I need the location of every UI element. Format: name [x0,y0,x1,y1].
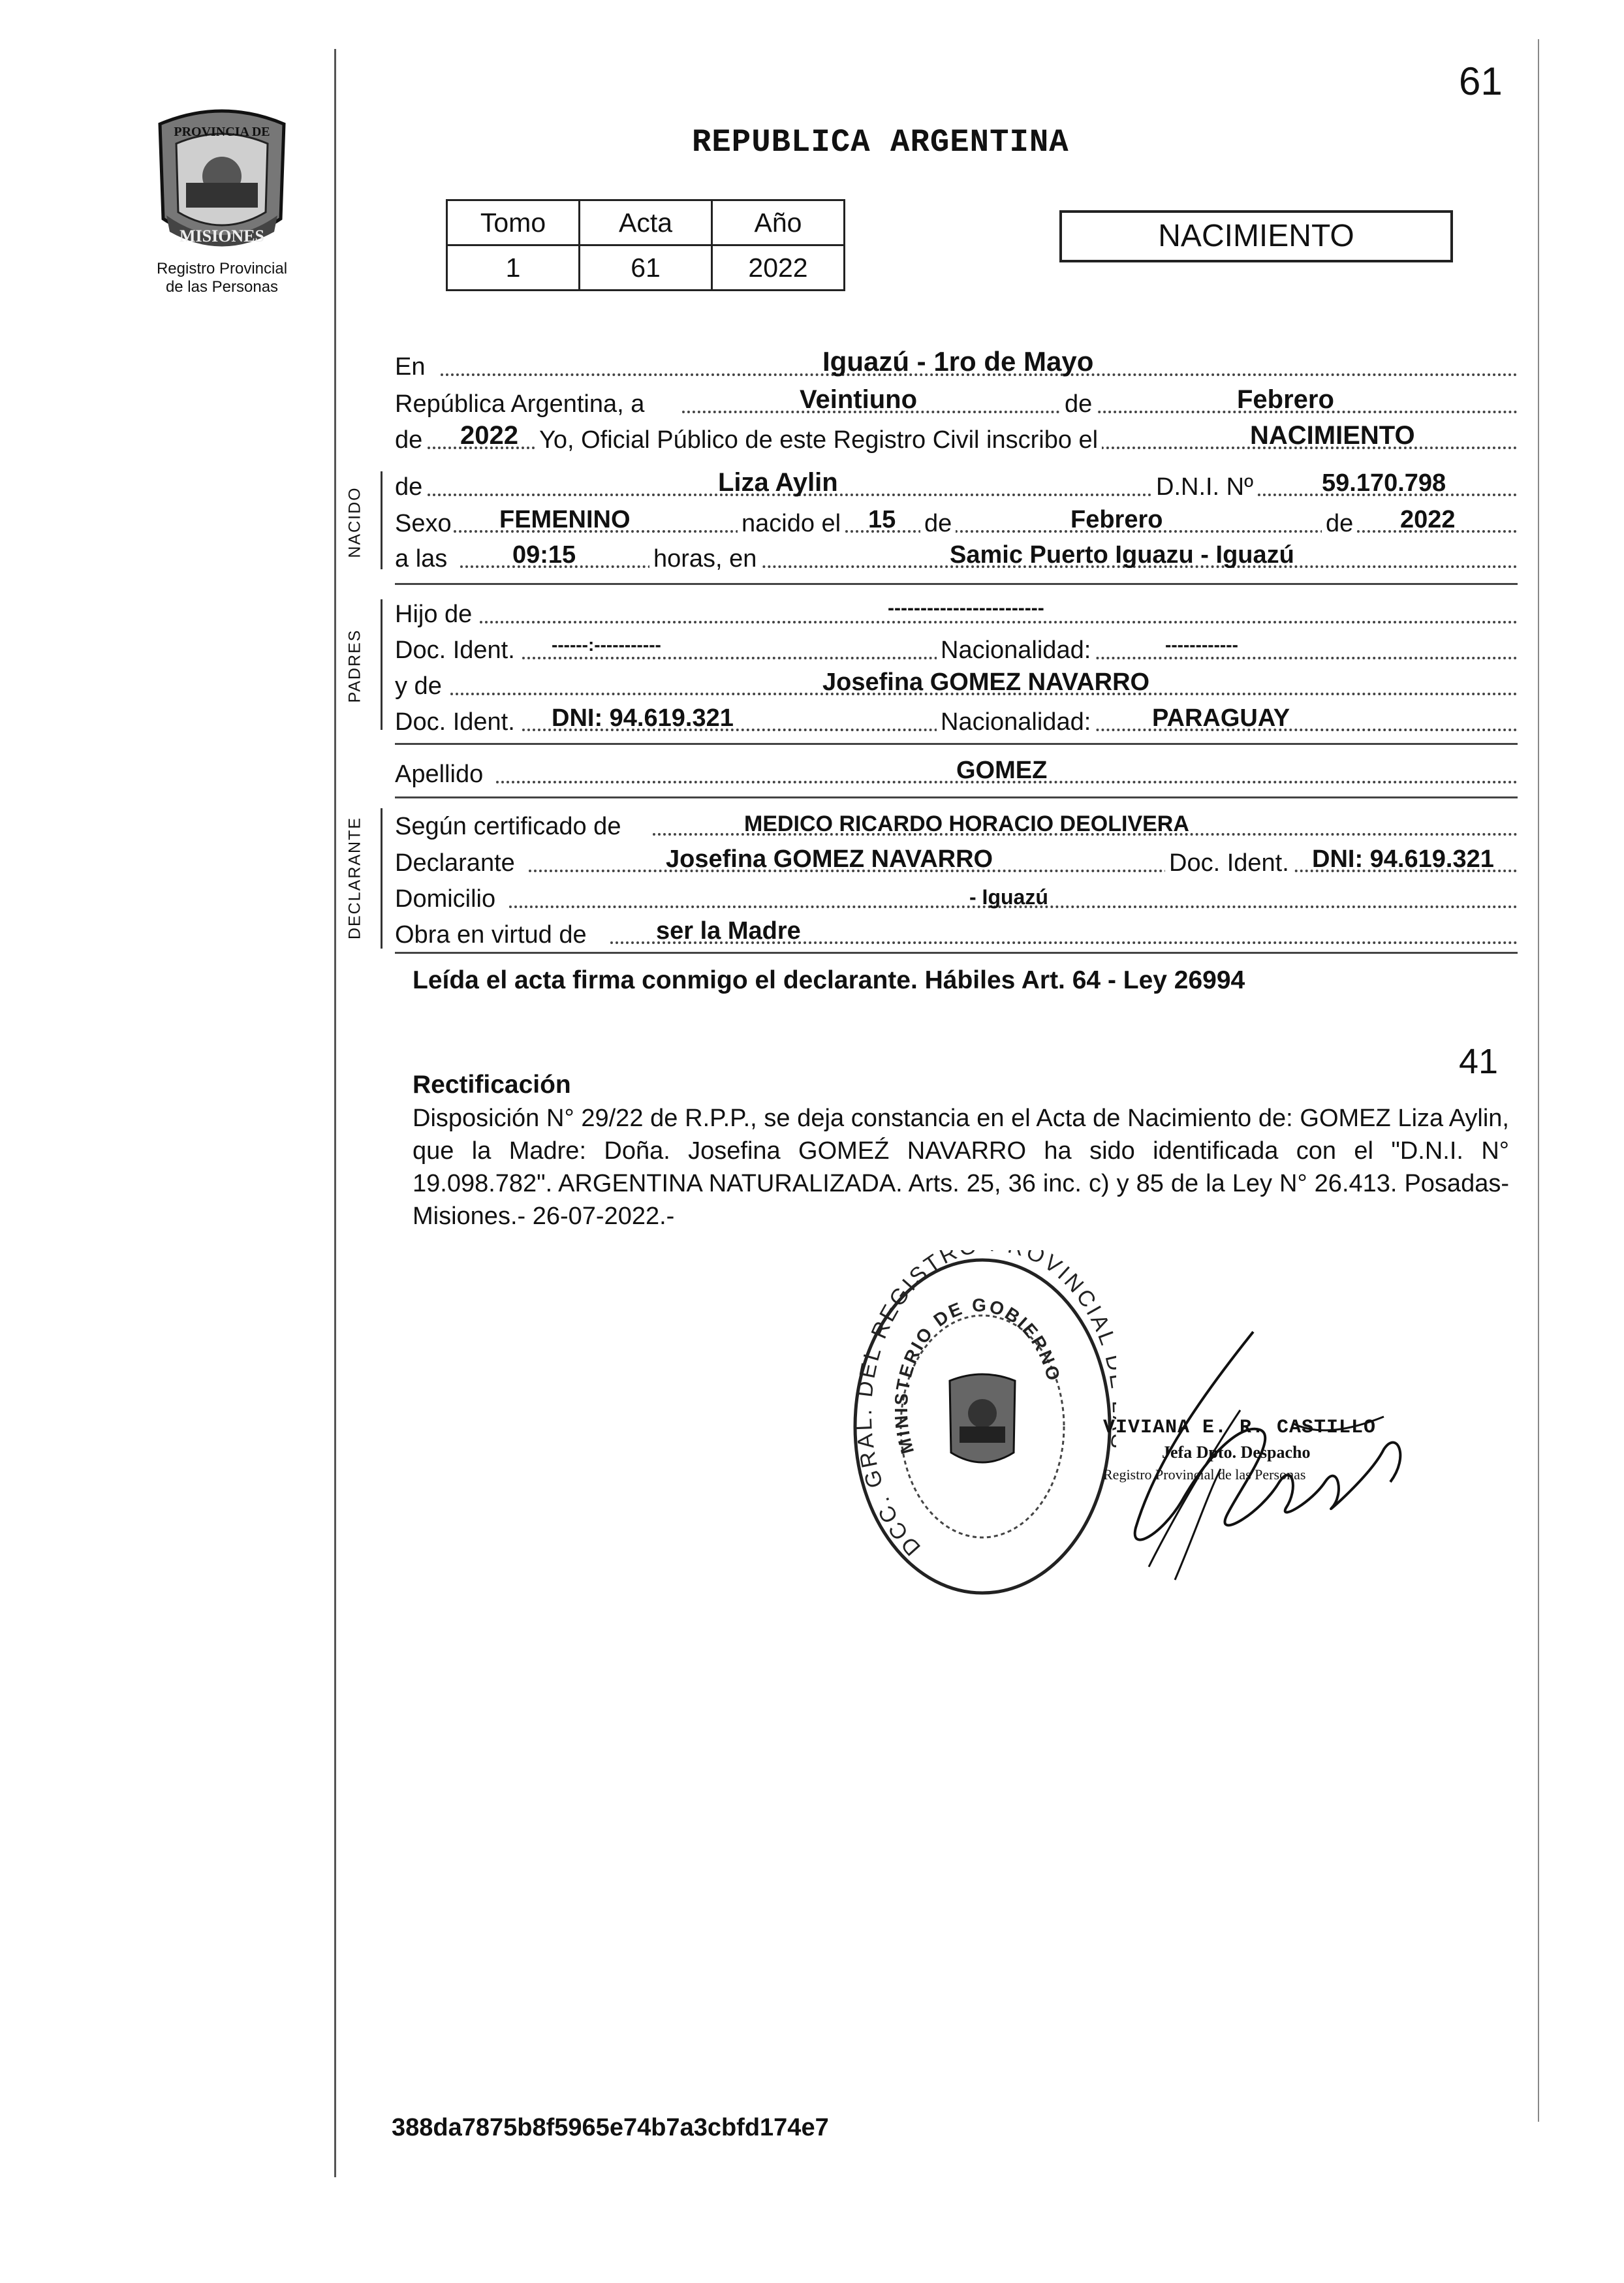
section-padres: PADRES [345,629,364,703]
svg-text:MISIONES: MISIONES [179,227,265,245]
birth-place-value: Samic Puerto Iguazu - Iguazú [950,541,1294,569]
table-header: Año [712,200,845,245]
right-margin-line [1538,39,1539,2122]
section-divider [395,583,1518,585]
section-divider [395,952,1518,954]
father-doc-value: ------:----------- [552,635,661,655]
reference-table [446,199,845,291]
place-value: Iguazú - 1ro de Mayo [822,346,1094,377]
left-margin-line [334,49,336,2177]
capacity-value: ser la Madre [656,917,801,945]
table-header: Tomo [447,200,580,245]
row-mother-doc: Doc. Ident. DNI: 94.619.321 Nacionalidad: PARAGUAY [395,700,1518,736]
signer-role: Jefa Dpto. Despacho [1162,1443,1311,1462]
table-cell: 61 [580,245,712,291]
table-header: Acta [580,200,712,245]
month-value: Febrero [1237,385,1334,414]
surname-value: GOMEZ [956,757,1048,784]
birth-time-value: 09:15 [512,541,576,569]
birth-day-value: 15 [868,506,896,533]
nacido-bracket [381,471,383,569]
name-value: Liza Aylin [718,468,838,497]
declarant-value: Josefina GOMEZ NAVARRO [666,845,993,873]
row-father: Hijo de ------------------------ [395,592,1518,629]
registry-logo [140,104,304,258]
section-nacido: NACIDO [345,486,364,558]
document-type-box [1059,210,1453,262]
section-declarante: DECLARANTE [345,816,364,940]
signer-name: VIVIANA E. R. CASTILLO [1103,1417,1377,1439]
row-year: de 2022 Yo, Oficial Público de este Registro Civil inscribo el NACIMIENTO [395,418,1518,454]
row-capacity: Obra en virtud de ser la Madre [395,913,1518,949]
signer-office: Registro Provincial de las Personas [1103,1466,1306,1483]
table-cell: 1 [447,245,580,291]
handwritten-signature [1044,1319,1436,1593]
declarante-bracket [381,808,383,949]
mother-nat-value: PARAGUAY [1152,704,1290,732]
row-father-doc: Doc. Ident. ------:----------- Nacionalidad: ------------ [395,628,1518,665]
father-nat-value: ------------ [1165,635,1238,655]
rectification-body: Disposición N° 29/22 de R.P.P., se deja constancia en el Acta de Nacimiento de: GOMEZ Liza Aylin, que la Madre: Doña. Josefina GOMEŹ NAVARRO ha sido identificada con el "D.N.I. N° 19.098.782". ARGENTINA NATURALIZADA. Arts. 25, 36 inc. c) y 85 de la Ley N° 26.413. Posadas-Misiones.- 26-07-2022.- [413,1105,1509,1230]
certificate-value: MEDICO RICARDO HORACIO DEOLIVERA [744,811,1189,836]
registry-name: Registro Provincial de las Personas [156,260,288,296]
document-hash: 388da7875b8f5965e74b7a3cbfd174e7 [392,2114,829,2141]
mother-doc-value: DNI: 94.619.321 [552,704,734,732]
domicile-value: - Iguazú [969,885,1048,909]
page-title: REPUBLICA ARGENTINA [692,124,1069,161]
page-number: 61 [1459,59,1503,103]
row-surname: Apellido GOMEZ [395,752,1518,789]
row-certificate: Según certificado de MEDICO RICARDO HORACIO DEOLIVERA [395,804,1518,841]
birth-year-value: 2022 [1400,506,1456,533]
row-name: de Liza Aylin D.N.I. Nº 59.170.798 [395,465,1518,501]
rectification-heading: Rectificación [413,1071,571,1099]
mother-value: Josefina GOMEZ NAVARRO [822,669,1150,696]
document-type: NACIMIENTO [1158,219,1354,253]
table-cell: 2022 [712,245,845,291]
row-place: En Iguazú - 1ro de Mayo [395,345,1518,381]
birth-month-value: Febrero [1070,506,1163,533]
row-mother: y de Josefina GOMEZ NAVARRO [395,664,1518,701]
day-value: Veintiuno [800,385,917,414]
sex-value: FEMENINO [499,506,631,533]
legal-note: Leída el acta firma conmigo el declarante. Hábiles Art. 64 - Ley 26994 [413,966,1245,994]
section-divider [395,796,1518,798]
row-time: a las 09:15 horas, en Samic Puerto Iguazu - Iguazú [395,537,1518,573]
stamp-outer-text: DCC. GRAL. DEL REGISTR OVINCIA [851,1250,1116,1561]
declarant-doc-value: DNI: 94.619.321 [1312,845,1494,873]
padres-bracket [381,599,383,730]
stamp-inner-text: MINISTERIO DE GOBIERNO [890,1295,1065,1456]
year-value: 2022 [460,421,518,450]
rectification-number: 41 [1459,1042,1499,1081]
inscribe-value: NACIMIENTO [1250,421,1415,450]
logo-lettering: PROVINCIA DE [174,125,270,139]
father-value: ------------------------ [888,597,1044,619]
row-domicile: Domicilio - Iguazú [395,877,1518,913]
row-birth: Sexo FEMENINO nacido el 15 de Febrero de 2022 [395,501,1518,538]
dni-value: 59.170.798 [1322,469,1446,497]
row-declarant: Declarante Josefina GOMEZ NAVARRO Doc. Ident. DNI: 94.619.321 [395,841,1518,877]
row-date: República Argentina, a Veintiuno de Febrero [395,382,1518,418]
section-divider [395,743,1518,745]
